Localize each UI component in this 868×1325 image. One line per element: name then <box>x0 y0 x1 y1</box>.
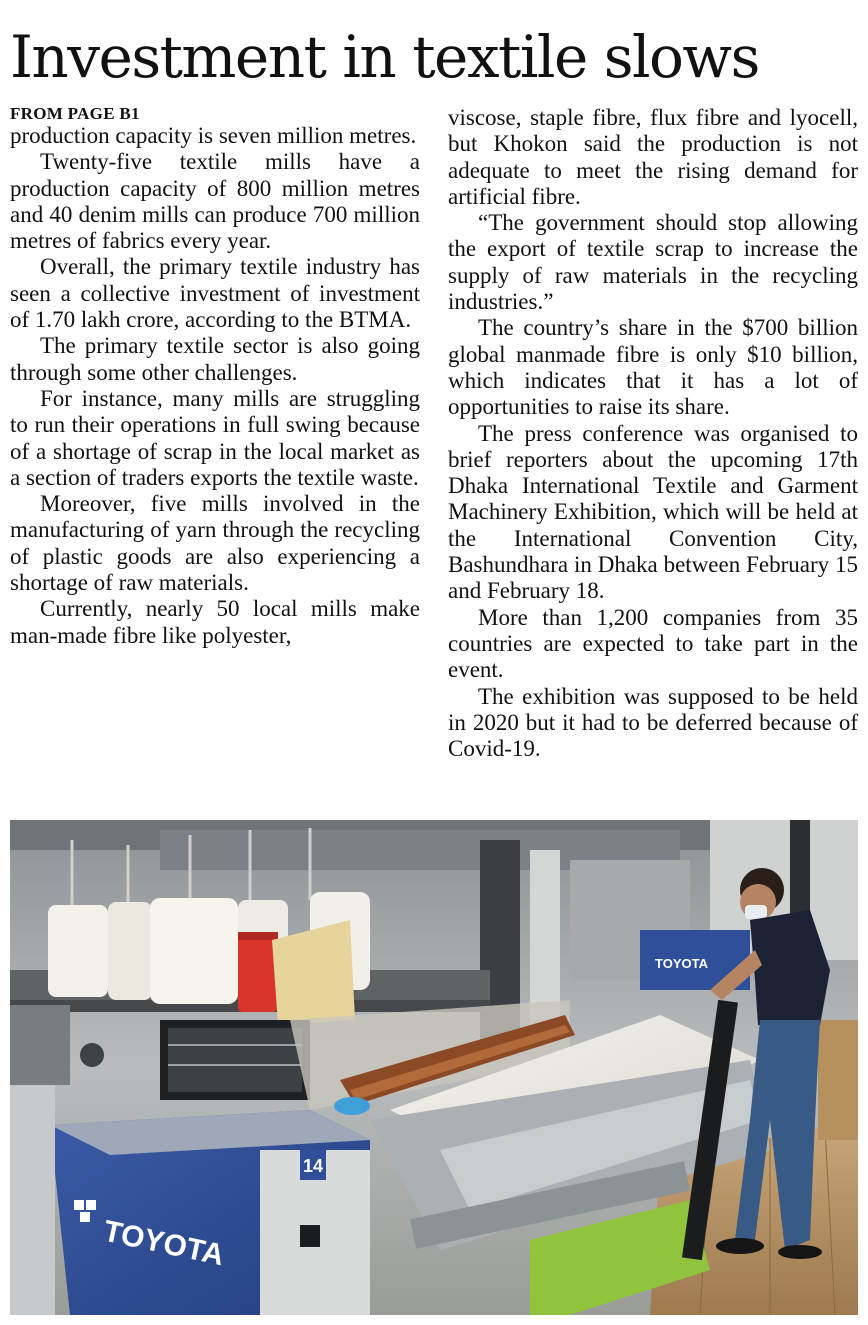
toyota-loom-housing <box>50 1110 370 1315</box>
paragraph: Moreover, five mills involved in the manufacturing of yarn through the recycling of plastic goods are also experiencing a shortage of raw materials. <box>10 491 420 596</box>
paragraph: The primary textile sector is also going through some other challenges. <box>10 333 420 385</box>
wooden-crate <box>818 1020 858 1140</box>
paragraph: viscose, staple fibre, flux fibre and lyocell, but Khokon said the production is not adequate to meet the rising demand for artificial fibre. <box>448 105 858 209</box>
machine-number: 14 <box>302 1156 324 1176</box>
article-column-right <box>448 105 858 762</box>
paragraph: For instance, many mills are struggling to run their operations in full swing because of a shortage of scrap in the local market as a section of traders exports the textile waste. <box>10 385 420 490</box>
paragraph: “The government should stop allowing the export of textile scrap to increase the supply of raw materials in the recycling industries.” <box>448 210 858 315</box>
article-column-left <box>10 105 420 649</box>
paragraph: Currently, nearly 50 local mills make man-made fibre like polyester, <box>10 596 420 648</box>
background-brand-label: TOYOTA <box>655 956 708 971</box>
paragraph: production capacity is seven million metres. <box>10 123 417 148</box>
kicker-from-page: FROM PAGE B1 <box>10 104 140 123</box>
paragraph: Twenty-five textile mills have a production capacity of 800 million metres and 40 denim mills can produce 700 million metres of fabrics every year. <box>10 149 420 254</box>
machine-brand-label: TOYOTA <box>100 1214 227 1273</box>
paragraph: The press conference was organised to brief reporters about the upcoming 17th Dhaka International Textile and Garment Machinery Exhibition, which will be held at the International Convention City, Bashundhara in Dhaka between February 15 and February 18. <box>448 420 858 604</box>
red-yarn-cone <box>238 932 278 1012</box>
paragraph: The exhibition was supposed to be held in 2020 but it had to be deferred because of Covid-19. <box>448 683 858 762</box>
headline: Investment in textile slows <box>10 23 759 91</box>
paragraph: More than 1,200 companies from 35 countries are expected to take part in the event. <box>448 604 858 683</box>
paragraph: The country’s share in the $700 billion global manmade fibre is only $10 billion, which indicates that it has a lot of opportunities to raise its share. <box>448 315 858 420</box>
textile-mill-photo <box>10 820 858 1315</box>
paragraph: Overall, the primary textile industry has seen a collective investment of investment of 1.70 lakh crore, according to the BTMA. <box>10 254 420 333</box>
